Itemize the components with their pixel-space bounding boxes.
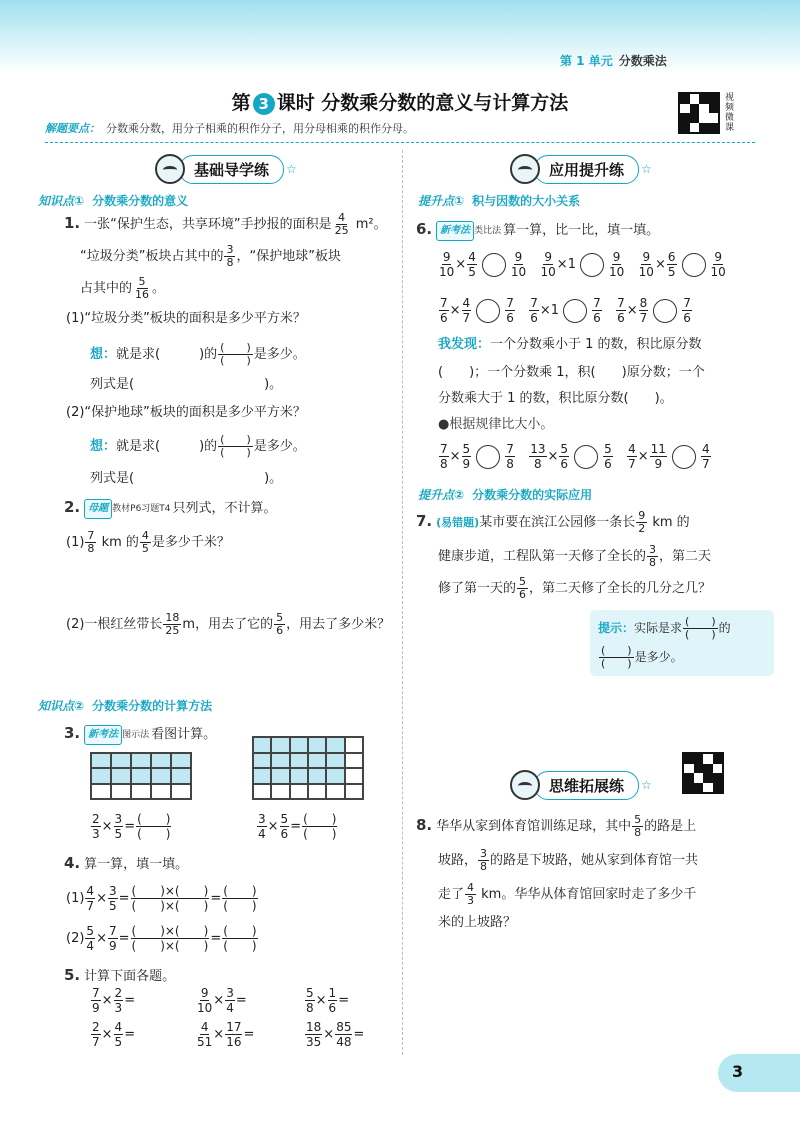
q6-finding-1: 我发现：一个分数乘小于 1 的数，积比原分数 bbox=[438, 337, 702, 352]
qr-code-lesson[interactable]: 视频微课 bbox=[678, 92, 733, 134]
q6-row3: $\frac{7}{8}$ × $\frac{5}{9}$ $\frac{7}{8}$ $\frac{13}{8}$ × $\frac{5}{6}$ $\frac{5}{6}$ $\frac{4}{7}$ × $\frac{11}{9}$ $\frac{4}{7}$ bbox=[440, 442, 710, 471]
section-basic: 基础导学练 ☆ bbox=[155, 152, 297, 186]
q1-think2: 想：就是求( )的 $\frac{( )}{( )}$ 是多少。 bbox=[90, 433, 306, 459]
star-icon: ☆ bbox=[641, 778, 652, 792]
page-number: 3 bbox=[718, 1054, 800, 1092]
q8-line-a: 8. 华华从家到体育馆训练足球，其中 $\frac{5}{8}$ 的路是上 bbox=[416, 813, 697, 839]
compare-blank[interactable] bbox=[574, 445, 598, 469]
q3-eq2: $\frac{3}{4}$ × $\frac{5}{6}$ = ( ) ( ) bbox=[258, 812, 337, 841]
compare-blank[interactable] bbox=[653, 299, 677, 323]
star-icon: ☆ bbox=[641, 162, 652, 176]
q2-header: 2. 母题 教材P6习题T4 只列式，不计算。 bbox=[64, 498, 277, 519]
header-band bbox=[0, 0, 800, 72]
q6-header: 6. 新考法 类比法 算一算，比一比，填一填。 bbox=[416, 220, 659, 241]
compare-blank[interactable] bbox=[672, 445, 696, 469]
q6-finding-2[interactable]: ( )；一个分数乘 1，积( )原分数；一个 bbox=[438, 365, 705, 380]
q8-line-d: 米的上坡路？ bbox=[438, 915, 517, 930]
q8-line-c: 走了 $\frac{4}{3}$ km。华华从体育馆回家时走了多少千 bbox=[438, 881, 697, 907]
unit-label: 第 1 单元 分数乘法 bbox=[560, 54, 667, 68]
q5-item: $\frac{18}{35}$ × $\frac{85}{48}$ = bbox=[306, 1020, 365, 1049]
q3-header: 3. 新考法 图示法 看图计算。 bbox=[64, 724, 216, 745]
q6-rule: ●根据规律比大小。 bbox=[438, 417, 554, 432]
knowledge-point-2: 知识点② 分数乘分数的计算方法 bbox=[38, 699, 213, 713]
mascot-icon bbox=[510, 770, 540, 800]
fraction-blank[interactable]: $\frac{( )}{( )}$ bbox=[220, 433, 251, 459]
q1-line-a: 1. 一张“保护生态，共享环境”手抄报的面积是 $\frac{4}{25}$ m²。 bbox=[64, 211, 387, 237]
answer-blank[interactable]: ( ) ( ) bbox=[303, 812, 337, 841]
q1-think1: 想：就是求( )的 $\frac{( )}{( )}$ 是多少。 bbox=[90, 341, 306, 367]
q1-line-b: “垃圾分类”板块占其中的 $\frac{3}{8}$ ，“保护地球”板块 bbox=[80, 243, 341, 269]
compare-blank[interactable] bbox=[682, 253, 706, 277]
compare-blank[interactable] bbox=[482, 253, 506, 277]
q7-line-a: 7. (易错题)某市要在滨江公园修一条长 $\frac{9}{2}$ km 的 bbox=[416, 509, 690, 535]
answer-blank[interactable]: ( ) ( ) bbox=[137, 812, 171, 841]
compare-blank[interactable] bbox=[563, 299, 587, 323]
q7-line-c: 修了第一天的 $\frac{5}{6}$ ，第二天修了全长的几分之几？ bbox=[438, 575, 712, 601]
q1-equation2[interactable]: 列式是( )。 bbox=[90, 471, 283, 486]
q1-equation1[interactable]: 列式是( )。 bbox=[90, 377, 283, 392]
solving-tip: 解题要点： 分数乘分数，用分子相乘的积作分子，用分母相乘的积作分母。 bbox=[45, 120, 755, 143]
q5-item: $\frac{5}{8}$ × $\frac{1}{6}$ = bbox=[306, 986, 350, 1015]
section-advanced: 应用提升练 ☆ bbox=[510, 152, 652, 186]
q2-part1: (1) $\frac{7}{8}$ km 的 $\frac{4}{5}$ 是多少千米？ bbox=[66, 529, 230, 555]
q1-part1: (1)“垃圾分类”板块的面积是多少平方米？ bbox=[66, 311, 306, 326]
compare-blank[interactable] bbox=[580, 253, 604, 277]
qr-icon bbox=[682, 752, 724, 794]
q5-header: 5. 计算下面各题。 bbox=[64, 966, 176, 984]
improve-point-2: 提升点② 分数乘分数的实际应用 bbox=[418, 488, 593, 502]
q5-item: $\frac{2}{7}$ × $\frac{4}{5}$ = bbox=[92, 1020, 136, 1049]
mascot-icon bbox=[510, 154, 540, 184]
q7-line-b: 健康步道，工程队第一天修了全长的 $\frac{3}{8}$ ，第二天 bbox=[438, 543, 712, 569]
q1-part2: (2)“保护地球”板块的面积是多少平方米？ bbox=[66, 405, 306, 420]
fraction-grid-1 bbox=[90, 752, 192, 800]
knowledge-point-1: 知识点① 分数乘分数的意义 bbox=[38, 194, 189, 208]
q4-header: 4. 算一算，填一填。 bbox=[64, 854, 189, 872]
compare-blank[interactable] bbox=[476, 445, 500, 469]
q4-row1: (1) $\frac{4}{7}$ × $\frac{3}{5}$ = ( )×( ) ( )×( ) = ( ) ( ) bbox=[66, 884, 257, 913]
q6-finding-3[interactable]: 分数乘大于 1 的数，积比原分数( )。 bbox=[438, 391, 673, 406]
q1-line-c: 占其中的 $\frac{5}{16}$ 。 bbox=[80, 275, 166, 301]
q2-part2: (2)一根红丝带长 $\frac{18}{25}$ m，用去了它的 $\frac{5}{6}$ ，用去了多少米？ bbox=[66, 611, 391, 637]
q5-item: $\frac{7}{9}$ × $\frac{2}{3}$ = bbox=[92, 986, 136, 1015]
star-icon: ☆ bbox=[286, 162, 297, 176]
section-extension: 思维拓展练 ☆ bbox=[510, 768, 652, 802]
q5-item: $\frac{4}{51}$ × $\frac{17}{16}$ = bbox=[197, 1020, 255, 1049]
fraction-grid-2 bbox=[252, 736, 364, 800]
q6-row2: $\frac{7}{6}$ × $\frac{4}{7}$ $\frac{7}{6}$ $\frac{7}{6}$ ×1 $\frac{7}{6}$ $\frac{7}{6}$ × $\frac{8}{7}$ $\frac{7}{6}$ bbox=[440, 296, 691, 325]
qr-code-video[interactable] bbox=[682, 752, 727, 794]
q8-line-b: 坡路， $\frac{3}{8}$ 的路是下坡路，她从家到体育馆一共 bbox=[438, 847, 699, 873]
hint-box: 提示：实际是求 $\frac{( )}{( )}$ 的 $\frac{( )}{( )}$ 是多少。 bbox=[590, 610, 774, 676]
improve-point-1: 提升点① 积与因数的大小关系 bbox=[418, 194, 581, 208]
q3-eq1: $\frac{2}{3}$ × $\frac{3}{5}$ = ( ) ( ) bbox=[92, 812, 171, 841]
q4-row2: (2) $\frac{5}{4}$ × $\frac{7}{9}$ = ( )×( ) ( )×( ) = ( ) ( ) bbox=[66, 924, 257, 953]
column-divider bbox=[402, 150, 403, 1055]
fraction-blank[interactable]: $\frac{( )}{( )}$ bbox=[220, 341, 251, 367]
page-title: 第 3 课时 分数乘分数的意义与计算方法 bbox=[231, 92, 569, 114]
mascot-icon bbox=[155, 154, 185, 184]
q5-item: $\frac{9}{10}$ × $\frac{3}{4}$ = bbox=[197, 986, 247, 1015]
compare-blank[interactable] bbox=[476, 299, 500, 323]
q6-row1: $\frac{9}{10}$ × $\frac{4}{5}$ $\frac{9}{10}$ $\frac{9}{10}$ ×1 $\frac{9}{10}$ $\frac{9}{10}$ × $\frac{6}{5}$ $\frac{9}{10}$ bbox=[439, 250, 726, 279]
